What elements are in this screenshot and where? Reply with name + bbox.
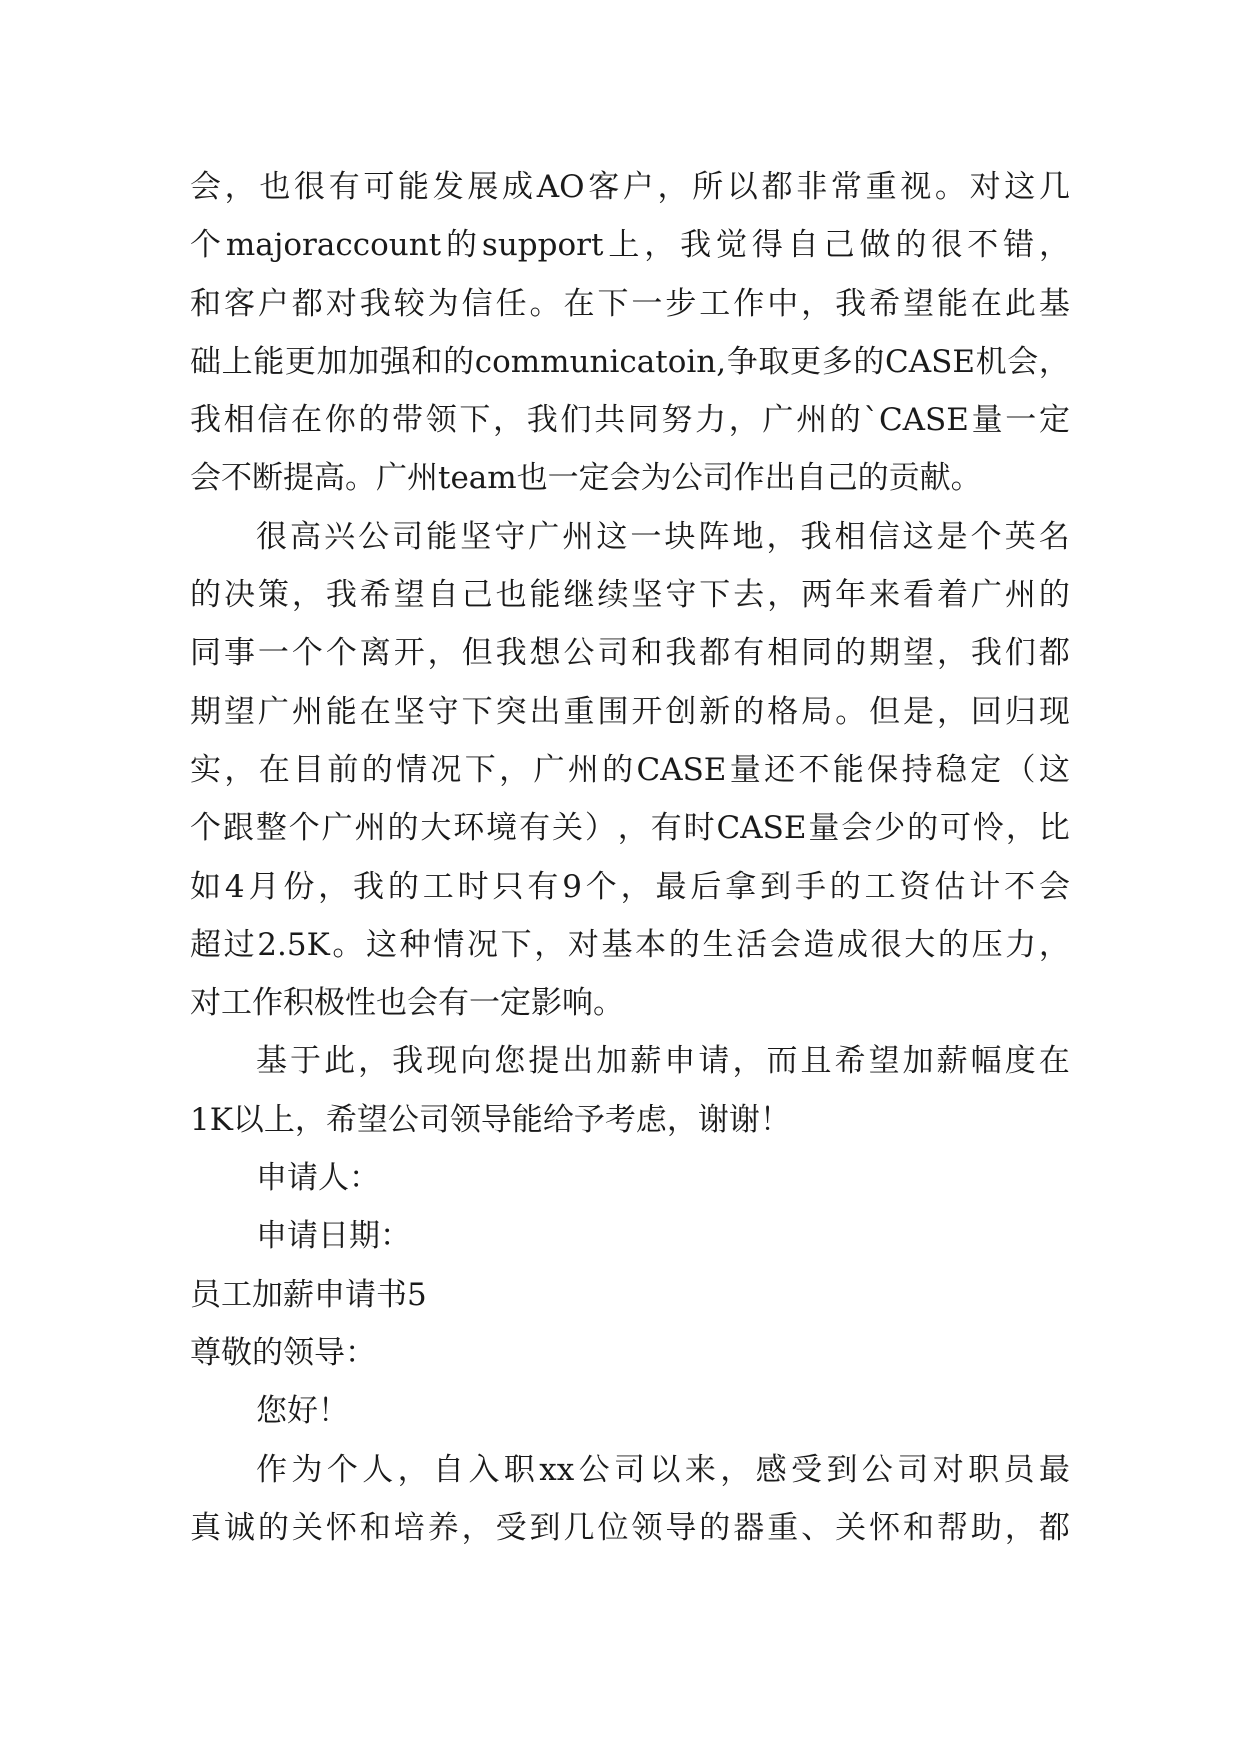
text-line: 和 客 户 都 对 我 较 为 信 任 。 在 下 一 步 工 作 中 ， 我 希 望 能 在 此 基 bbox=[190, 285, 1070, 322]
text-line: 如 4 月 份 ， 我 的 工 时 只 有 9 个 ， 最 后 拿 到 手 的 工 资 估 计 不 会 bbox=[190, 868, 1070, 905]
text-line: 同 事 一 个 个 离 开 ， 但 我 想 公 司 和 我 都 有 相 同 的 期 望 ， 我 们 都 bbox=[190, 635, 1070, 672]
text-line: 员工加薪申请书5 bbox=[190, 1276, 427, 1313]
text-line: 1K以上，希望公司领导能给予考虑，谢谢！ bbox=[190, 1101, 791, 1138]
text-line: 实 ， 在 目 前 的 情 况 下 ， 广 州 的 CASE 量 还 不 能 保 持 稳 定 （ 这 bbox=[190, 751, 1070, 788]
text-line: 会 ， 也 很 有 可 能 发 展 成 AO 客 户 ， 所 以 都 非 常 重 视 。 对 这 几 bbox=[190, 169, 1070, 205]
text-line: 期 望 广 州 能 在 坚 守 下 突 出 重 围 开 创 新 的 格 局 。 但 是 ， 回 归 现 bbox=[190, 693, 1070, 730]
text-line: 我 相 信 在 你 的 带 领 下 ， 我 们 共 同 努 力 ， 广 州 的 `CASE 量 一 定 bbox=[190, 402, 1070, 439]
text-line: 申请日期： bbox=[256, 1218, 411, 1255]
text-line: 会不断提高。广州team也一定会为公司作出自己的贡献。 bbox=[190, 460, 982, 497]
text-line: 很 高 兴 公 司 能 坚 守 广 州 这 一 块 阵 地 ， 我 相 信 这 是 个 英 名 bbox=[256, 518, 1070, 555]
text-line: 个 跟 整 个 广 州 的 大 环 境 有 关 ） ， 有 时 CASE 量 会 少 的 可 怜 ， 比 bbox=[190, 810, 1070, 847]
text-line: 对工作积极性也会有一定影响。 bbox=[190, 985, 624, 1022]
text-line: 的 决 策 ， 我 希 望 自 己 也 能 继 续 坚 守 下 去 ， 两 年 来 看 着 广 州 的 bbox=[190, 577, 1070, 614]
text-line: 础 上 能 更 加 加 强 和 的 communicatoin, 争 取 更 多 的 CASE 机 会 ， bbox=[190, 343, 1070, 380]
text-line: 作 为 个 人 ， 自 入 职 xx 公 司 以 来 ， 感 受 到 公 司 对 职 员 最 bbox=[256, 1451, 1070, 1488]
text-line: 您好！ bbox=[256, 1393, 349, 1430]
text-line: 尊敬的领导： bbox=[190, 1334, 376, 1371]
text-line: 超 过 2.5K 。 这 种 情 况 下 ， 对 基 本 的 生 活 会 造 成 很 大 的 压 力 ， bbox=[190, 926, 1070, 963]
text-line: 基 于 此 ， 我 现 向 您 提 出 加 薪 申 请 ， 而 且 希 望 加 薪 幅 度 在 bbox=[256, 1043, 1070, 1080]
text-line: 真 诚 的 关 怀 和 培 养 ， 受 到 几 位 领 导 的 器 重 、 关 怀 和 帮 助 ， 都 bbox=[190, 1509, 1070, 1546]
document-body bbox=[190, 158, 1070, 1557]
text-line: 申请人： bbox=[256, 1160, 380, 1197]
text-line: 个 majoraccount 的 support 上 ， 我 觉 得 自 己 做 的 很 不 错 ， bbox=[190, 227, 1070, 264]
